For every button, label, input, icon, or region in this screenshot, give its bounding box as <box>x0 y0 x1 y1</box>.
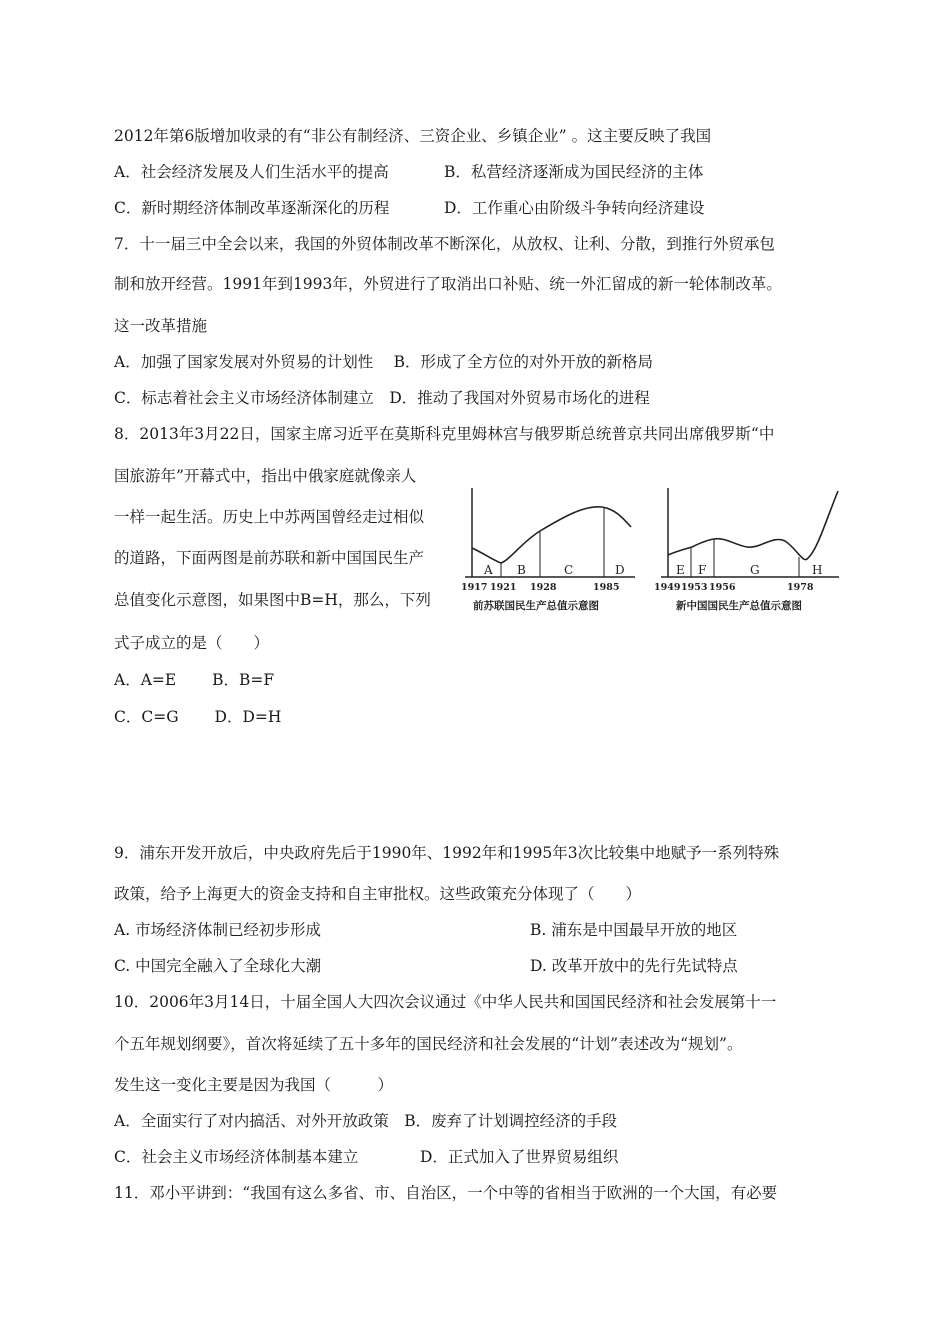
q8-stem-line1: 8．2013年3月22日，国家主席习近平在莫斯科克里姆林宫与俄罗斯总统普京共同出席俄罗斯“中 <box>114 425 775 443</box>
china-year-1956: 1956 <box>709 582 736 593</box>
q9-option-b: B. 浦东是中国最早开放的地区 <box>530 921 738 939</box>
q6-option-c: C．新时期经济体制改革逐渐深化的历程 <box>114 199 390 217</box>
ussr-gnp-chart <box>461 488 635 612</box>
q6-option-d: D．工作重心由阶级斗争转向经济建设 <box>444 199 705 217</box>
china-gnp-curve <box>668 491 838 560</box>
q7-options-ab: A．加强了国家发展对外贸易的计划性 B．形成了全方位的对外开放的新格局 <box>114 353 654 371</box>
china-caption: 新中国国民生产总值示意图 <box>676 600 802 612</box>
q8-stem-line6: 式子成立的是（ ） <box>114 634 270 652</box>
q8-options-ab: A．A=E B．B=F <box>114 671 275 689</box>
china-segment-h: H <box>812 563 823 577</box>
q9-stem-line1: 9．浦东开发开放后，中央政府先后于1990年、1992年和1995年3次比较集中地赋予一系列特殊 <box>114 844 780 862</box>
q6-option-a: A．社会经济发展及人们生活水平的提高 <box>114 163 389 181</box>
q8-figure <box>455 483 845 618</box>
q9-option-a: A. 市场经济体制已经初步形成 <box>114 921 322 939</box>
q10-option-d: D．正式加入了世界贸易组织 <box>420 1148 619 1166</box>
ussr-segment-a: A <box>484 563 493 577</box>
china-year-1949: 1949 <box>654 582 681 593</box>
q10-stem-line1: 10．2006年3月14日，十届全国人大四次会议通过《中华人民共和国国民经济和社会发展第十一 <box>114 993 777 1011</box>
q6-option-b: B．私营经济逐渐成为国民经济的主体 <box>444 163 704 181</box>
q7-stem-line2: 制和放开经营。1991年到1993年，外贸进行了取消出口补贴、统一外汇留成的新一轮体制改革。 <box>114 275 782 293</box>
ussr-year-1921: 1921 <box>490 582 517 593</box>
q8-stem-line4: 的道路，下面两图是前苏联和新中国国民生产 <box>114 549 425 567</box>
q7-stem-line3: 这一改革措施 <box>114 317 208 335</box>
q8-stem-line2: 国旅游年”开幕式中，指出中俄家庭就像亲人 <box>114 467 417 485</box>
china-segment-e: E <box>676 563 685 577</box>
q10-options-ab: A．全面实行了对内搞活、对外开放政策 B．废弃了计划调控经济的手段 <box>114 1112 618 1130</box>
q8-stem-line3: 一样一起生活。历史上中苏两国曾经走过相似 <box>114 508 425 526</box>
china-year-1953: 1953 <box>681 582 708 593</box>
ussr-segment-b: B <box>517 563 526 577</box>
q8-options-cd: C．C=G D．D=H <box>114 708 282 726</box>
q9-option-c: C. 中国完全融入了全球化大潮 <box>114 957 322 975</box>
q10-stem-line2: 个五年规划纲要》，首次将延续了五十多年的国民经济和社会发展的“计划”表述改为“规划”。 <box>114 1035 743 1053</box>
ussr-year-1928: 1928 <box>530 582 557 593</box>
ussr-year-1917: 1917 <box>461 582 488 593</box>
q7-options-cd: C．标志着社会主义市场经济体制建立 D．推动了我国对外贸易市场化的进程 <box>114 389 650 407</box>
q6-stem: 2012年第6版增加收录的有“非公有制经济、三资企业、乡镇企业” 。这主要反映了我国 <box>114 127 712 145</box>
q9-stem-line2: 政策，给予上海更大的资金支持和自主审批权。这些政策充分体现了（ ） <box>114 885 642 903</box>
q8-stem-line5: 总值变化示意图，如果图中B=H，那么，下列 <box>114 591 431 609</box>
ussr-segment-d: D <box>615 563 625 577</box>
china-segment-g: G <box>750 563 760 577</box>
ussr-caption: 前苏联国民生产总值示意图 <box>473 600 599 612</box>
ussr-gnp-curve <box>472 507 631 563</box>
q10-option-c: C．社会主义市场经济体制基本建立 <box>114 1148 359 1166</box>
q10-stem-line3: 发生这一变化主要是因为我国（ ） <box>114 1076 394 1094</box>
ussr-year-1985: 1985 <box>593 582 620 593</box>
q9-option-d: D. 改革开放中的先行先试特点 <box>530 957 738 975</box>
q7-stem-line1: 7．十一届三中全会以来，我国的外贸体制改革不断深化，从放权、让利、分散，到推行外贸承包 <box>114 235 775 253</box>
china-segment-f: F <box>698 563 707 577</box>
china-gnp-chart <box>654 488 839 612</box>
q11-stem-line1: 11．邓小平讲到：“我国有这么多省、市、自治区，一个中等的省相当于欧洲的一个大国，有必要 <box>114 1184 778 1202</box>
china-year-1978: 1978 <box>787 582 814 593</box>
ussr-segment-c: C <box>564 563 574 577</box>
